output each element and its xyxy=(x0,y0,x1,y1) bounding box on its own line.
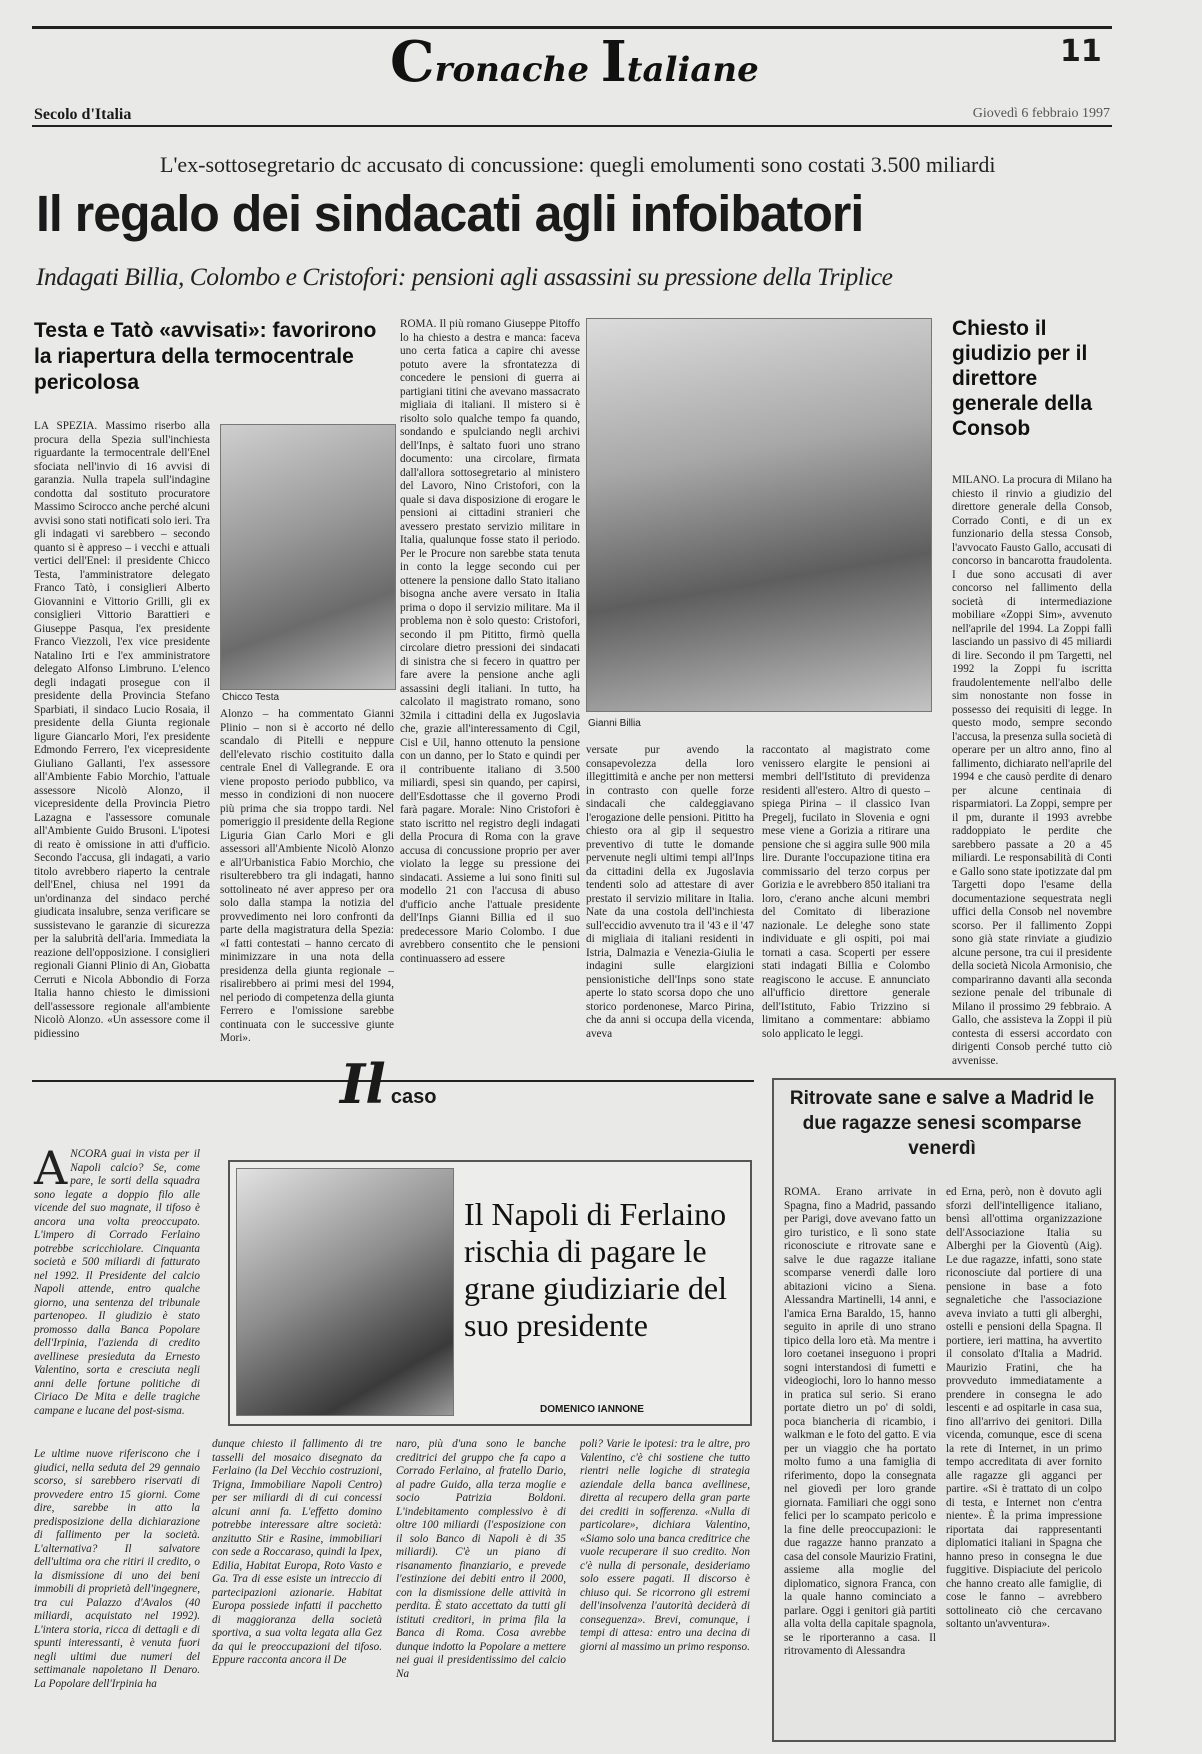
caso-logo xyxy=(340,1052,436,1116)
masthead-bottom-rule xyxy=(32,125,1112,127)
left-story-col2: Alonzo – ha commentato Gianni Plinio – non si è accorto né dello scandalo di Pitelli e neppure dell'elevato rischio costituito dalla centrale Enel di Vallegrande. E ora viene proposto periodo pubblico, va messo in condizioni di non nuocere più prima che sia troppo tardi. Nel pomeriggio il presidente della Regione Liguria Gian Carlo Mori e gli assessori all'Ambiente Nicolò Alonzo e all'Urbanistica Fabio Morchio, che risulterebbero tra gli indagati, hanno sottolineato né aver appreso per ora solo dalla stampa la notizia del provvedimento nei loro confronti da parte della magistratura della Spezia: «I fatti contestati – hanno cercato di minimizzare in una nota della presidenza della giunta regionale – risalirebbero ai primi mesi del 1994, nel periodo di competenza della giunta Ferrero e l'omissione sarebbe continuata con le successive giunte Mori». xyxy=(220,708,394,1044)
page-number: 11 xyxy=(1060,34,1102,69)
section-initial-1: C xyxy=(390,29,435,95)
caso-intro xyxy=(34,1141,200,1448)
caso-intro-text: NCORA guai in vista per il Napoli calcio? Se, come pare, le sorti della squadra sono legate a doppio filo alle vicende del suo magnate, il tifoso è ancora una volta preoccupato. L'impero di Corrado Ferlaino potrebbe scricchiolare. Cinquanta società e 500 miliardi di fatturato nel 1992. Il Presidente del calcio Napoli attende, entro qualche giorno, una sentenza del tribunale partenopeo. Il giudizio è stato promosso dalla Banca Popolare dell'Irpinia, l'azienda di credito avellinese presieduta da Ernesto Valentino, sorta e cresciuta negli anni delle fortune politiche di Ciriaco De Mita e delle tragiche campane e lucane del post-sisma. xyxy=(34,1148,200,1417)
madrid-col2: ed Erna, però, non è dovuto agli sforzi dell'intelligence italiano, bensì all'ottima organizzazione dell'Associazione Italia su Alberghi per la Gioventù (Aig). Le due ragazze, infatti, sono state riconosciute dal portiere di una pensione in base a foto segnaletiche che l'associazione aveva inviato a tutti gli alberghi, ostelli e pensioni della Spagna. Il portiere, ieri mattina, ha avvertito il consolato d'Italia a Madrid. Maurizio Fratini, che ha provveduto immediatamente a prendere in consegna le ado lescenti e ad ospitarle in casa sua, fino all'arrivo dei genitori. Dilla vicenda, comunque, esce di scena la rete di Internet, in un primo tempo accreditata di aver fornito alle ragazze gli agganci per partire. «Si è trattato di un colpo di testa, e Internet non c'entra niente». È la prima impressione riportata dai rappresentanti diplomatici italiani in Spagna che hanno preso in consegna le due fuggitive. Dispiaciute del pericolo che hanno creato alle famiglie, di cose le fanno – avrebbero sottolineato ciò che cercavano soltanto un'avventura». xyxy=(946,1186,1102,1630)
left-story-col1: LA SPEZIA. Massimo riserbo alla procura della Spezia sull'inchiesta riguardante la termocentrale dell'Enel sfociata nell'invio di 16 avvisi di garanzia. Nulla trapela sull'indagine condotta dal sostituto procuratore Massimo Scirocco anche perché alcuni avvisi sono stati notificati solo ieri. Tra gli indagati vi sarebbero – secondo quanto si è appreso – i vecchi e attuali vertici dell'Enel: il presidente Chicco Testa, l'amministratore delegato Franco Tatò, i consiglieri Alberto Giovannini e Vittorio Grilli, gli ex consiglieri Vittorio Barattieri e Giuseppe Pasqua, l'ex presidente Franco Viezzoli, l'ex vice presidente Natalino Irti e l'ex amministratore delegato Alfonso Limbruno. L'elenco degli indagati prosegue con il presidente della Provincia Stefano Sparbiati, il sindaco Lucio Rosaia, il presidente della Giunta regionale ligure Giancarlo Mori, l'ex presidente Edmondo Ferrero, l'ex vicepresidente Giuliano Gallanti, l'ex assessore all'Ambiente Fabio Morchio, l'attuale assessore Nicolò Alonzo, il vicepresidente della Provincia Pietro Lazagna e l'assessore comunale all'Ambiente Guido Brusoni. L'ipotesi di reato è omissione in atti d'ufficio. Secondo l'accusa, gli indagati, a vario titolo avrebbero riaperto la centrale dell'Enel, chiusa nel 1991 da un'ordinanza del sindaco perché giudicata insalubre, senza verificare se sussistevano le garanzie di sicurezza per la salubrità dell'aria. Immediata la reazione dell'opposizione. I consiglieri regionali Gianni Plinio di An, Giobatta Cerruti e Nicola Abbondio di Forza Italia hanno chiesto le dimissioni dell'assessore regionale all'ambiente Nicolò Alonzo. «Un assessore come il pidiessino xyxy=(34,420,210,1040)
caso-col1: Le ultime nuove riferiscono che i giudici, nella seduta del 29 gennaio scorso, si sarebbero riservati di provvedere entro 15 giorni. Come dire, sarebbe in atto la predisposizione della dichiarazione di fallimento per la società. L'alternativa? Il salvatore dell'ultima ora che ritiri il credito, o la dismissione di uno dei beni immobili di proprietà dell'ingegnere, tra cui Palazzo d'Avalos (40 miliardi, acquistato nel 1992). L'intera storia, ricca di dettagli e di spunti interessanti, è venuta fuori negli ultimi due numeri del settimanale napoletano Il Denaro. La Popolare dell'Irpinia ha xyxy=(34,1448,200,1690)
top-story-kicker: L'ex-sottosegretario dc accusato di concussione: quegli emolumenti sono costati 3.500 miliardi xyxy=(160,152,996,177)
section-title xyxy=(390,29,810,95)
madrid-col1: ROMA. Erano arrivate in Spagna, fino a Madrid, passando per Parigi, dove avevano fatto un giro turistico, e lì sono state riconosciute e ritrovate sane e salve le due ragazze italiane scomparse venerdì dalle loro abitazioni vicino a Siena. Alessandra Martinelli, 14 anni, e l'amica Erna Baraldo, 15, hanno seguito in aprile di uno strano tipico della loro età. Ma mentre i loro coetanei inseguono i propri sogni interstandosi di fumetti e videogiochi, loro lo hanno messo in pratica sul serio. Si erano portate dietro un po' di soldi, poca biancheria di ricambio, i walkman e le foto del gatto. E via per un viaggio che ha portato molto fumo a una famiglia di riferimento, dopo la consegnata nel giovedì per loro grande giornata. Familiari che oggi sono felici per lo scampato pericolo e la fine delle preoccupazioni: le due ragazze hanno pranzato a casa del console Maurizio Fratini, assieme alla moglie del diplomatico, signora Franca, con la quale hanno cominciato a parlare. Oggi i genitori già partiti alla volta della capitale spagnola, se le riporteranno a casa. Il ritrovamento di Alessandra xyxy=(784,1186,936,1657)
gianni-billia-photo xyxy=(586,318,932,712)
chicco-testa-photo xyxy=(220,424,396,690)
section-word-2: taliane xyxy=(626,50,759,90)
caso-col4: poli? Varie le ipotesi: tra le altre, pro Valentino, c'è chi sostiene che tutto rientri nelle logiche di strategia aziendale della banca avellinese, diretta al recupero della gran parte dei crediti in sofferenza. «Nulla di particolare», dichiara Valentino, «Siamo solo una banca creditrice che vuole recuperare il suo credito. Non c'è nulla di personale, desideriamo solo essere pagati. Il discorso è chiuso qui. Se ricorrono gli estremi dell'insolvenza l'autorità deciderà di conseguenza». Brevi, comunque, i tempi di attesa: entro una decina di giorni al massimo un primo responso. xyxy=(580,1438,750,1653)
caso-byline: DOMENICO IANNONE xyxy=(540,1404,644,1415)
top-story-subhead: Indagati Billia, Colombo e Cristofori: pensioni agli assassini su pressione della Triplice xyxy=(36,262,893,291)
right-story-body: MILANO. La procura di Milano ha chiesto il rinvio a giudizio del direttore generale della Consob, Corrado Conti, e di un ex funzionario della stessa Consob, l'avvocato Fausto Gallo, accusati di concorso in bancarotta fraudolenta. I due sono accusati di aver concorso nel fallimento della società di intermediazione mobiliare «Zoppi Sim», avvenuto nell'aprile del 1994. La Zoppi fallì lasciando un passivo di 45 miliardi di lire. Secondo il pm Targetti, nel 1992 la Zoppi fu iscritta fraudolentemente nell'albo delle sim nonostante non fosse in possesso dei requisiti di legge. In questo modo, sempre secondo l'accusa, la presenza sulla società di operare per un altro anno, fino al fallimento, dichiarato nell'aprile del 1994 e che causò perdite di denaro per alcune centinaia di risparmiatori. La Zoppi, sempre per il pm, durante il 1993 avrebbe raddoppiato le perdite che sarebbero passate a 20 a 45 miliardi. Le responsabilità di Conti e Gallo sono state ipotizzate dal pm Targetti dopo l'esame della documentazione sequestrata negli uffici della Consob nel novembre scorso. Per il fallimento Zoppi sono già state rinviate a giudizio alcune persone, tra cui il presidente della società Nicola Armonisio, che compariranno davanti alla seconda sezione penale del tribunale di Milano il prossimo 29 febbraio. A Gallo, che assisteva la Zoppi il più contesta di essersi accordato con dirigenti Consob perché tutto ciò avvenisse. xyxy=(952,474,1112,1067)
chicco-testa-caption: Chicco Testa xyxy=(222,692,280,703)
left-story-headline: Testa e Tatò «avvisati»: favorirono la riapertura della termocentrale pericolosa xyxy=(34,319,377,394)
masthead-top-rule xyxy=(32,26,1112,29)
gianni-billia-caption: Gianni Billia xyxy=(588,718,641,729)
caso-logo-mark: Il xyxy=(340,1052,386,1116)
caso-col2: dunque chiesto il fallimento di tre tasselli del mosaico disegnato da Ferlaino (la Del Vecchio costruzioni, Trigna, Immobiliare Napoli Centro) per ser miliardi di di cui concessi alcuni anni fa. L'effetto domino potrebbe interessare altre società: anzitutto Stir e Rasine, immobiliari con sede a Roccaraso, quindi la Ipex, Edilia, Habitat Europa, Roto Vasto e Ga. Tra di esse esiste un intreccio di partecipazioni azionarie. Habitat Europa possiede infatti il pacchetto di maggioranza della società sportiva, a sua volta legata alla Gez da qui le preoccupazioni del tifoso. Eppure racconta ancora il De xyxy=(212,1438,382,1666)
top-story-col1: ROMA. Il più romano Giuseppe Pitoffo lo ha chiesto a destra e manca: faceva uno certa fatica a capire chi avesse potuto avere la sfrontatezza di concedere le pensioni di guerra ai partigiani titini che avevano massacrato migliaia di italiani. Il mistero si è risolto solo qualche tempo fa quando, sondando e spulciando negli archivi dell'Inps, è saltato fuori uno strano documento: una circolare, firmata dall'allora sottosegretario al ministero del Lavoro, Nino Cristofori, con la quale si dava disposizione di erogare le pensioni ai cittadini stranieri che avessero prestato servizio militare in Italia, qualunque fosse stato il periodo. Per le Procure non sarebbe stata tenuta in conto la legge secondo cui per ottenere la pensione dallo Stato italiano bisogna anche avere versato in Italia prima o dopo il servizio militare. Ma il problema non è solo questo: Cristofori, secondo il pm Pititto, firmò quella circolare dietro pressioni dei sindacati di sinistra che si fecero in quattro per fare avere la pensione anche agli assassini degli italiani. In tutto, ha calcolato il magistrato romano, sono 32mila i cittadini della ex Jugoslavia che, grazie all'interessamento di Cgil, Cisl e Uil, hanno ottenuto la pensione con un danno, per lo Stato e quindi per il contribuente italiano di 3.500 miliardi, spesi sin quando, per capirsi, dell'Esdottasse che il governo Prodi farà pagare. Morale: Nino Cristofori è stato iscritto nel registro degli indagati della Procura di Roma con la grave accusa di concussione proprio per aver violato la legge su pressione dei sindacati. Assieme a lui sono finiti sul modello 21 con l'accusa di abuso d'ufficio anche l'attuale presidente dell'Inps Gianni Billia ed il suo predecessore Mario Colombo. I due avrebbero consentito che le pensioni continuassero ad essere xyxy=(400,318,580,965)
top-story-headline: Il regalo dei sindacati agli infoibatori xyxy=(36,185,864,242)
issue-date: Giovedì 6 febbraio 1997 xyxy=(972,106,1110,121)
paper-name: Secolo d'Italia xyxy=(34,106,132,123)
section-initial-2: I xyxy=(600,29,627,95)
right-story-headline: Chiesto il giudizio per il direttore generale della Consob xyxy=(952,317,1093,440)
caso-dropcap: A xyxy=(34,1141,68,1195)
madrid-headline: Ritrovate sane e salve a Madrid le due ragazze senesi scomparse venerdì xyxy=(789,1088,1095,1159)
caso-logo-word: caso xyxy=(390,1086,437,1108)
top-story-col2: versate pur avendo la consapevolezza della loro illegittimità e anche per non mettersi in contrasto con quelle forze sindacali che caldeggiavano l'erogazione delle pensioni. Pititto ha chiesto ora al gip il sequestro preventivo di tutte le domande pervenute negli ultimi tempi all'Inps da cittadini della ex Jugoslavia tendenti solo ad attestare di aver prestato il servizio militare in Italia. Nate da una costola dell'inchiesta sull'eccidio avvenuto tra il '43 e il '47 di migliaia di italiani residenti in Istria, Dalmazia e Venezia-Giulia le indagini sulle elargizioni pensionistiche dell'Inps sono state aperte lo stato scorsa dopo che uno storico pordenonese, Marco Pirina, che da anni si occupa della vicenda, aveva xyxy=(586,744,754,1040)
caso-col3: naro, più d'una sono le banche creditrici del gruppo che fa capo a Corrado Ferlaino, al fratello Dario, al padre Guido, alla terza moglie e socio Patrizia Boldoni. L'indebitamento complessivo è di oltre 100 miliardi (l'esposizione con il solo Banco di Napoli è di 35 miliardi). C'è un piano di risanamento finanziario, e prevede l'estinzione dei debiti entro il 2000, con la dismissione delle attività in perdita. È stato accettato da tutti gli istituti creditori, in prima fila la Banca di Roma. Cosa avrebbe dunque indotto la Popolare a mettere nei guai il presidentissimo del calcio Na xyxy=(396,1438,566,1680)
top-story-col3: raccontato al magistrato come venissero elargite le pensioni ai membri dell'Istituto di previdenza residenti all'estero. Altro di questo – spiega Pirina – il classico Ivan Pregelj, fucilato in Slovenia e ogni mese viene a Gorizia a ritirare una pensione che si aggira sulle 900 mila lire. Durante l'occupazione titina era commissario del terzo corpus per Gorizia e le avrebbero 850 italiani tra loro, c'erano anche alcuni membri del Comitato di liberazione nazionale. Le deleghe sono state individuate e gli ospiti, poi mai tornati a casa. Scoperti per essere stati indagati Billia e Colombo reagiscono le accuse. E annunciato all'ufficio direttore generale dell'Istituto, Fabio Trizzino si limitano a commentare: abbiamo solo applicato le leggi. xyxy=(762,744,930,1040)
caso-headline: Il Napoli di Ferlaino rischia di pagare le grane giudiziarie del suo presidente xyxy=(464,1196,727,1343)
ferlaino-photo xyxy=(236,1168,454,1416)
section-word-1: ronache xyxy=(434,50,589,90)
